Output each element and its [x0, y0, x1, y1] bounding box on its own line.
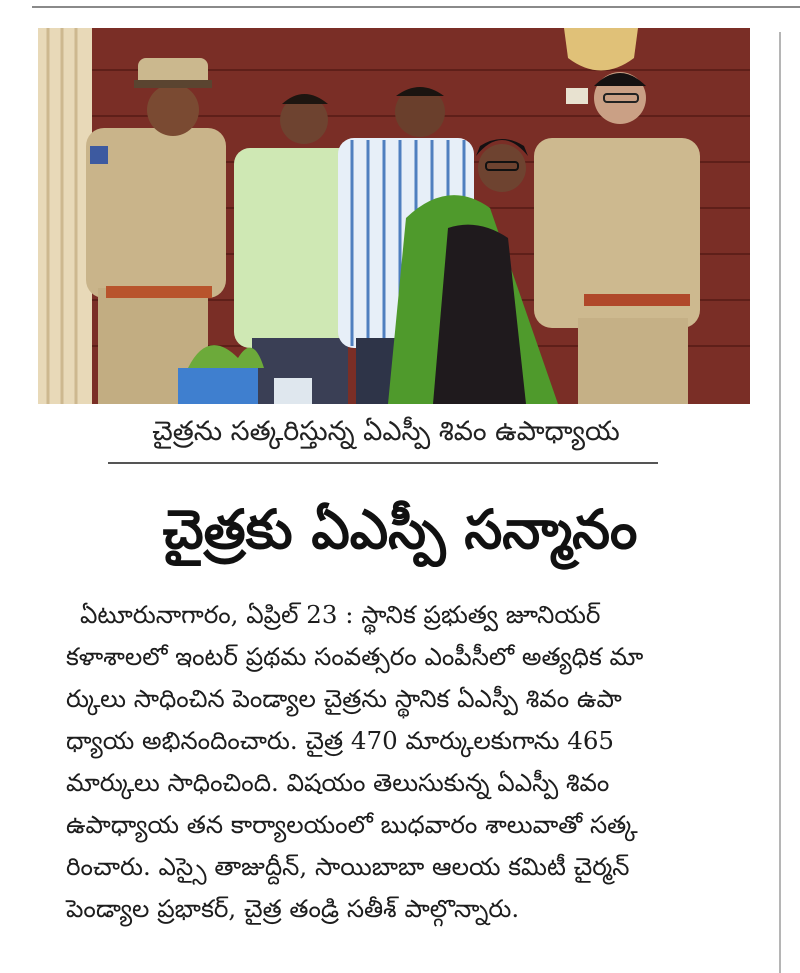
body-line: ఉపాధ్యాయ తన కార్యాలయంలో బుధవారం శాలువాతో సత్క	[66, 810, 638, 839]
body-line: ఏటూరునాగారం, ఏప్రిల్ 23 : స్థానిక ప్రభుత్వ జూనియర్	[80, 600, 601, 629]
body-line: పెండ్యాల ప్రభాకర్, చైత్ర తండ్రి సతీశ్ పాల్గొన్నారు.	[66, 894, 520, 923]
article-headline: చైత్రకు ఏఎస్పీ సన్మానం	[162, 498, 638, 561]
body-line: రించారు. ఎస్సై తాజుద్దీన్, సాయిబాబా ఆలయ కమిటీ చైర్మన్	[66, 852, 630, 881]
body-line: మార్కులు సాధించింది. విషయం తెలుసుకున్న ఏఎస్పీ శివం	[66, 768, 610, 797]
photo-caption: చైత్రను సత్కరిస్తున్న ఏఎస్పీ శివం ఉపాధ్యాయ	[152, 416, 620, 447]
article-body	[66, 594, 756, 930]
body-line: ధ్యాయ అభినందించారు. చైత్ర 470 మార్కులకుగాను 465	[66, 726, 615, 755]
top-divider-rule	[32, 6, 800, 8]
news-photo	[38, 28, 750, 404]
body-line: కళాశాలలో ఇంటర్ ప్రథమ సంవత్సరం ఎంపీసీలో అత్యధిక మా	[66, 642, 644, 671]
caption-underline	[108, 462, 658, 464]
body-line: ర్కులు సాధించిన పెండ్యాల చైత్రను స్థానిక ఏఎస్పీ శివం ఉపా	[66, 684, 622, 713]
